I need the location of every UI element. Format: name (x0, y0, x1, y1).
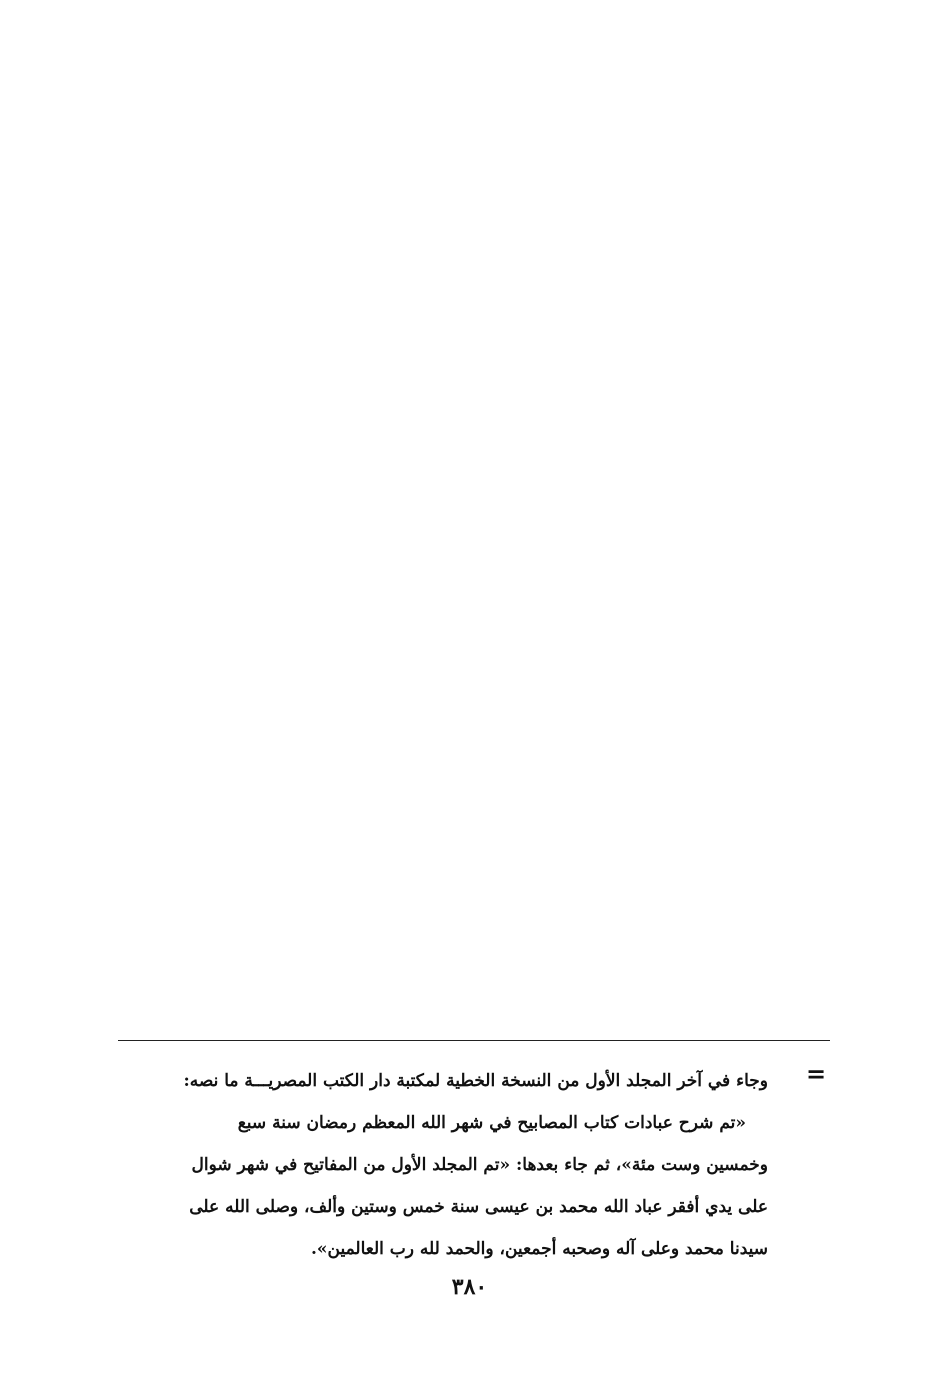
footnote-text (118, 1060, 768, 1270)
footnote-line: وجاء في آخر المجلد الأول من النسخة الخطية لمكتبة دار الكتب المصريـــة ما نصه: (183, 1071, 768, 1091)
footnote-line: على يدي أفقر عباد الله محمد بن عيسى سنة خمس وستين وألف، وصلى الله على (189, 1197, 768, 1217)
footnote-line: «تم شرح عبادات كتاب المصابيح في شهر الله المعظم رمضان سنة سبع (237, 1113, 746, 1133)
footnote-separator-rule (118, 1040, 830, 1041)
page-number: ٣٨٠ (451, 1274, 488, 1300)
footnote-line: سيدنا محمد وعلى آله وصحبه أجمعين، والحمد لله رب العالمين». (310, 1239, 768, 1259)
footnote-line: وخمسين وست مئة»، ثم جاء بعدها: «تم المجلد الأول من المفاتيح في شهر شوال (191, 1155, 768, 1175)
footnote-continuation-mark: = (806, 1060, 827, 1088)
